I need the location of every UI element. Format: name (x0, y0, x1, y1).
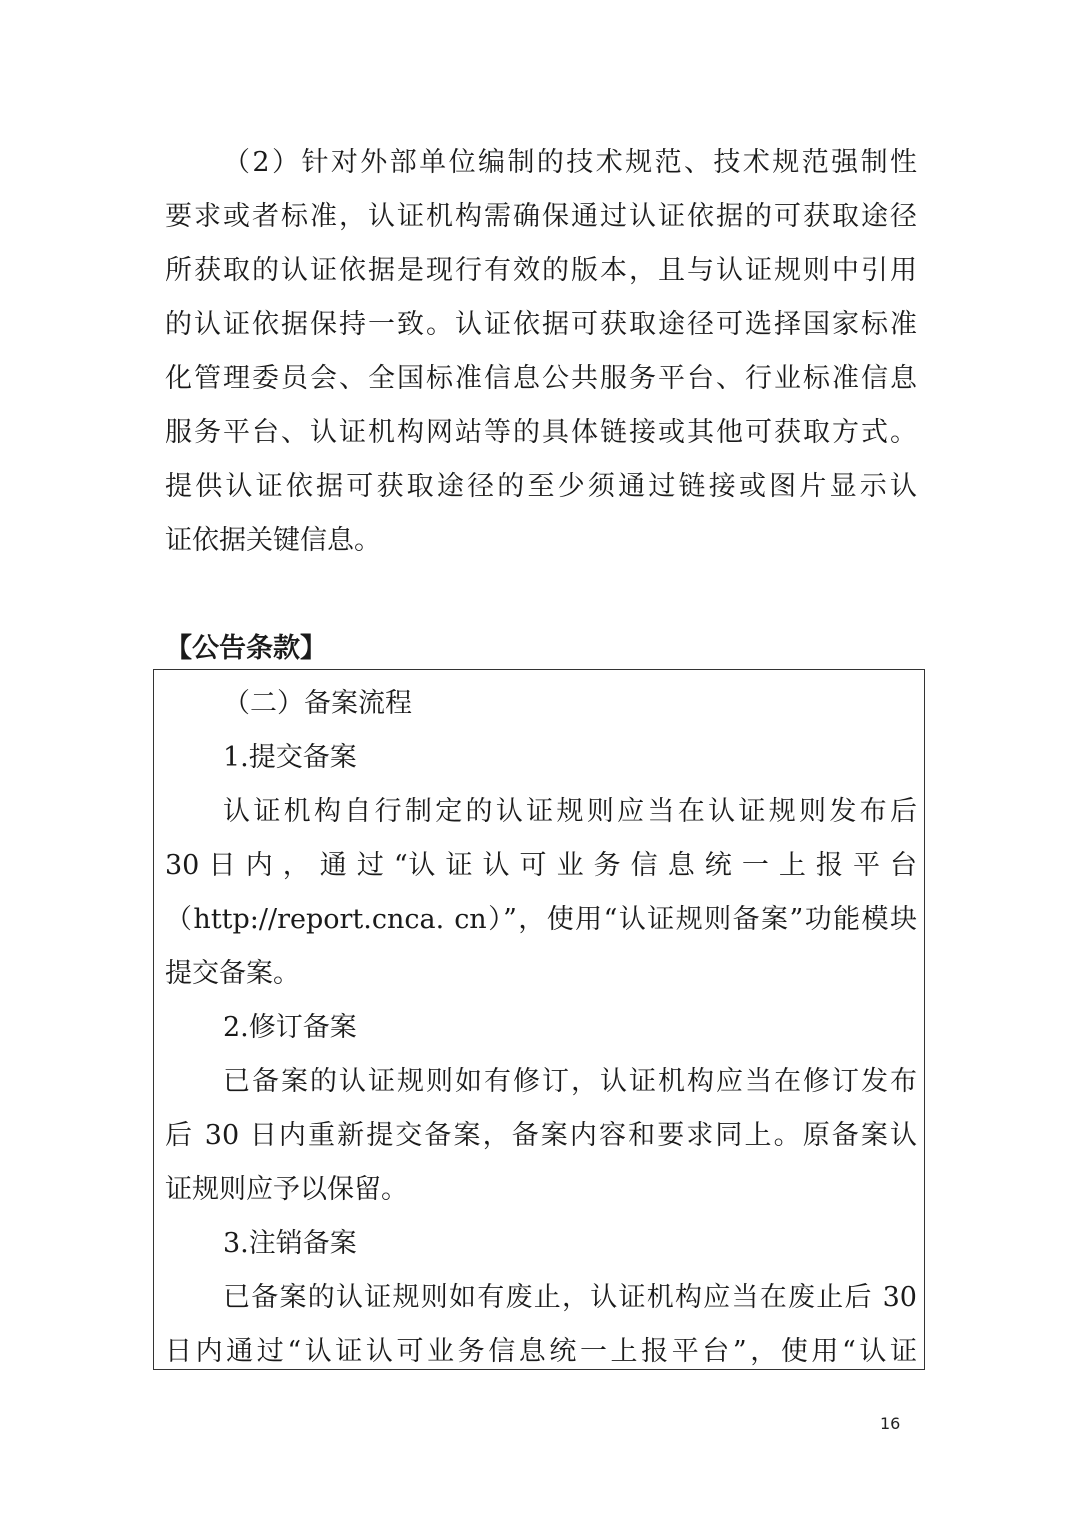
clause-line: 已备案的认证规则如有修订，认证机构应当在修订发布 (223, 1066, 917, 1097)
paragraph-line: 服务平台、认证机构网站等的具体链接或其他可获取方式。 (165, 417, 917, 448)
body-paragraph (165, 136, 917, 568)
paragraph-line: 要求或者标准，认证机构需确保通过认证依据的可获取途径 (165, 201, 917, 232)
clause-subheading: 3.注销备案 (223, 1228, 357, 1259)
clause-line: 日内通过“认证认可业务信息统一上报平台”，使用“认证 (165, 1336, 917, 1367)
clause-line: 已备案的认证规则如有废止，认证机构应当在废止后 30 (223, 1282, 917, 1313)
clause-line: 后 30 日内重新提交备案，备案内容和要求同上。原备案认 (165, 1120, 917, 1151)
clause-box (153, 669, 925, 1370)
clause-line: （http://report.cnca. cn）”，使用“认证规则备案”功能模块 (165, 904, 917, 935)
clause-line: 提交备案。 (165, 958, 300, 989)
clause-line: 认证机构自行制定的认证规则应当在认证规则发布后 (223, 796, 917, 827)
clause-content (165, 677, 917, 1370)
clause-subheading: 2.修订备案 (223, 1012, 357, 1043)
paragraph-line: （2）针对外部单位编制的技术规范、技术规范强制性 (223, 147, 917, 178)
paragraph-line: 的认证依据保持一致。认证依据可获取途径可选择国家标准 (165, 309, 917, 340)
clause-section-title: （二）备案流程 (223, 688, 412, 719)
clause-heading: 【公告条款】 (165, 633, 327, 664)
clause-subheading: 1.提交备案 (223, 742, 357, 773)
paragraph-line: 证依据关键信息。 (165, 525, 381, 556)
paragraph-line: 所获取的认证依据是现行有效的版本，且与认证规则中引用 (165, 255, 917, 286)
clause-line: 证规则应予以保留。 (165, 1174, 408, 1205)
paragraph-line: 提供认证依据可获取途径的至少须通过链接或图片显示认 (165, 471, 917, 502)
page-number: 16 (880, 1414, 901, 1433)
paragraph-line: 化管理委员会、全国标准信息公共服务平台、行业标准信息 (165, 363, 917, 394)
clause-line: 30 日 内 ， 通 过 “认 证 认 可 业 务 信 息 统 一 上 报 平 台 (165, 850, 917, 881)
